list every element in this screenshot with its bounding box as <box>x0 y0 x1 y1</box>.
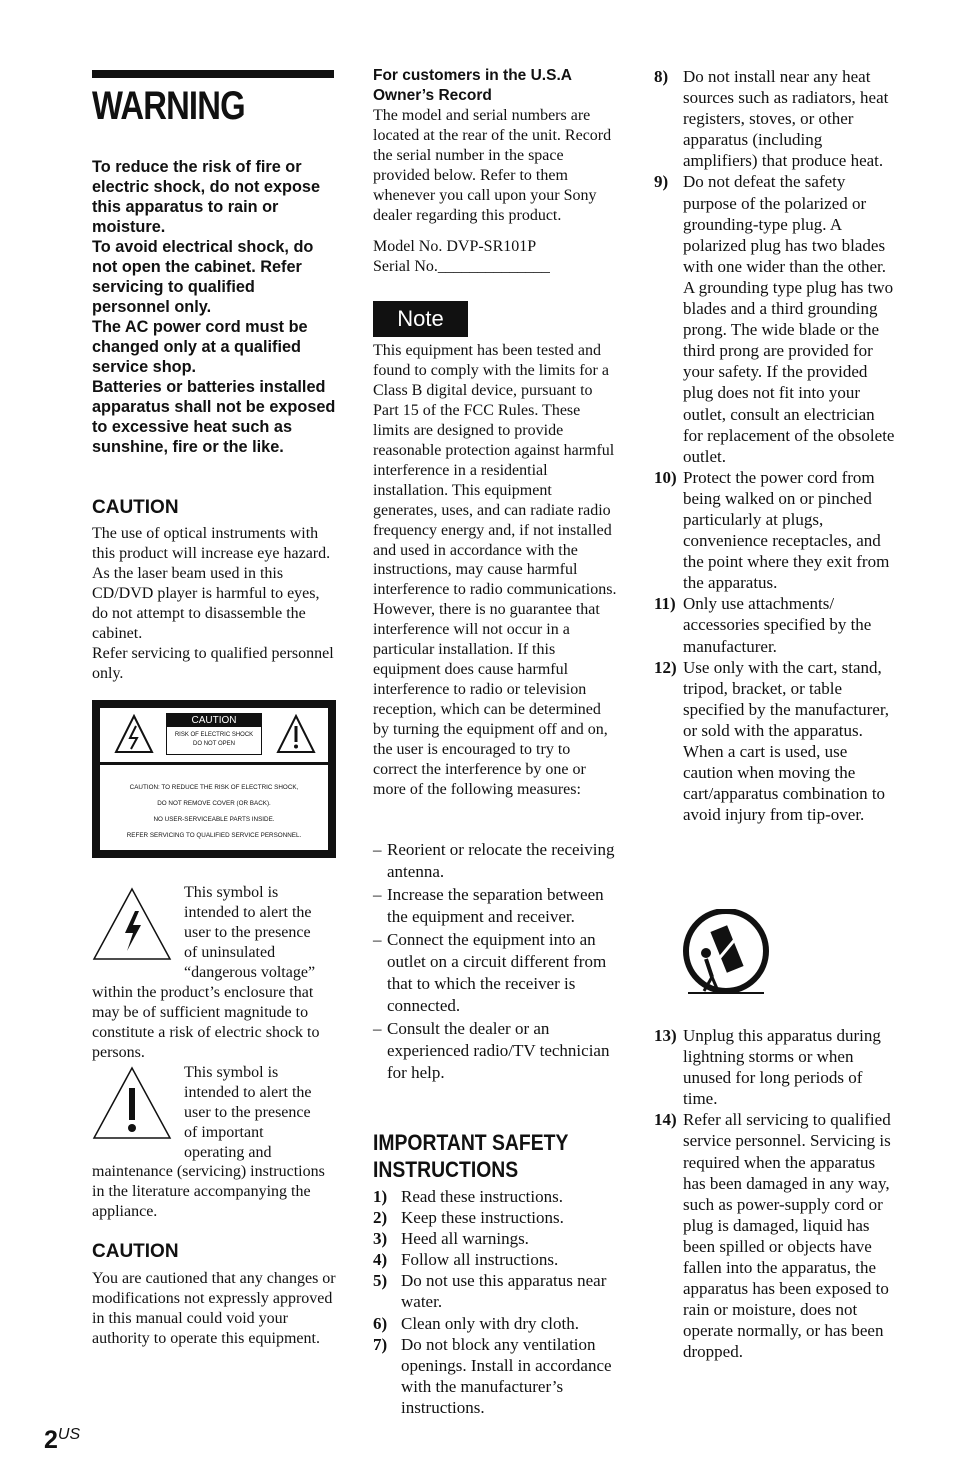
list-item-text: Reorient or relocate the receiving antenna. <box>387 840 615 881</box>
text-line: This symbol is <box>184 1064 279 1081</box>
page-suffix: US <box>57 1426 81 1443</box>
list-item: – Increase the separation between the equipment and receiver. <box>373 885 604 926</box>
caution-text: You are cautioned that any changes or modifications not expressly approved in this manual could void your authority to operate this equipment. <box>92 1270 336 1347</box>
warning-block <box>92 157 336 457</box>
list-item-text: Do not install near any heat sources such as radiators, heat registers, stoves, or other apparatus (including amplifiers) that produce heat. <box>683 67 889 171</box>
customers-heading <box>373 66 633 106</box>
list-item-text: Consult the dealer or an experienced radio/TV technician for help. <box>387 1019 610 1082</box>
list-item-text: Heed all warnings. <box>401 1229 529 1249</box>
list-item-text: Connect the equipment into an outlet on a circuit different from that to which the receiver is connected. <box>387 930 607 1015</box>
text-line: of important <box>184 1124 264 1141</box>
caution-text <box>92 524 336 684</box>
exclamation-triangle-icon <box>92 1066 172 1140</box>
list-item: – Consult the dealer or an experienced radio/TV technician for help. <box>373 1019 610 1082</box>
item-number: 1) <box>373 1187 388 1206</box>
list-item <box>654 1025 898 1109</box>
lightning-triangle-icon <box>114 714 154 754</box>
text-line: operating and <box>184 1144 272 1161</box>
label-text-line: CAUTION: TO REDUCE THE RISK OF ELECTRIC SHOCK, <box>129 784 299 791</box>
text-line: “dangerous voltage” <box>184 964 316 981</box>
caution-label-image <box>92 700 336 858</box>
list-item-text: Unplug this apparatus during lightning storms or when unused for long periods of time. <box>683 1026 881 1109</box>
warning-paragraph: The AC power cord must be changed only at a qualified service shop. <box>92 318 308 376</box>
label-sub-line: DO NOT OPEN <box>193 741 235 747</box>
list-item <box>373 1270 617 1312</box>
list-item <box>654 1109 898 1362</box>
page-title: WARNING <box>92 84 245 128</box>
list-item <box>373 1313 617 1334</box>
instructions-list <box>373 1186 617 1418</box>
list-item-text: Follow all instructions. <box>401 1250 559 1270</box>
item-number: 8) <box>654 67 669 86</box>
caution-paragraph: Refer servicing to qualified personnel only. <box>92 645 334 682</box>
text-line: intended to alert the <box>184 904 312 921</box>
list-item-text: Only use attachments/ accessories specified by the manufacturer. <box>683 594 872 656</box>
text-line: user to the presence <box>184 1104 311 1121</box>
model-serial <box>373 237 617 277</box>
label-heading: CAUTION <box>167 714 261 727</box>
title-rule <box>92 70 334 78</box>
model-number: Model No. DVP-SR101P <box>373 238 537 255</box>
list-item <box>654 171 898 466</box>
item-number: 11) <box>654 594 676 614</box>
item-number: 9) <box>654 172 669 192</box>
symbol2-text <box>184 1063 344 1163</box>
label-text-line: NO USER-SERVICEABLE PARTS INSIDE. <box>153 816 275 823</box>
heading-line: For customers in the U.S.A <box>373 67 572 84</box>
heading-line: Owner’s Record <box>373 87 492 104</box>
list-item <box>373 1186 617 1207</box>
list-item-text: Read these instructions. <box>401 1187 563 1206</box>
text-line: intended to alert the <box>184 1084 312 1101</box>
cart-tipover-icon <box>682 909 772 997</box>
serial-number: Serial No.______________ <box>373 258 550 275</box>
symbol1-text <box>184 883 344 983</box>
label-text-line: DO NOT REMOVE COVER (OR BACK). <box>157 800 271 807</box>
list-item: – Connect the equipment into an outlet on a circuit different from that to which the receiver is connected. <box>373 930 607 1015</box>
list-item <box>373 1249 617 1270</box>
label-sub <box>167 727 261 749</box>
list-item-text: Do not defeat the safety purpose of the polarized or grounding-type plug. A polarized plug has two blades with one wider than the other. A grounding type plug has two blades and a third grounding prong. The wide blade or the third prong are provided for your safety. If the provided plug does not fit into your outlet, consult an electrician for replacement of the obsolete outlet. <box>683 172 895 466</box>
list-item-text: Use only with the cart, stand, tripod, bracket, or table specified by the manufacturer, or sold with the apparatus. When a cart is used, use caution when moving the cart/apparatus combination to avoid injury from tip-over. <box>683 657 890 825</box>
item-number: 6) <box>373 1313 388 1333</box>
exclamation-triangle-icon <box>276 714 316 754</box>
customers-text: The model and serial numbers are located at the rear of the unit. Record the serial number in the space provided below. Refer to them whenever you call upon your Sony dealer regarding this product. <box>373 107 612 224</box>
item-number: 4) <box>373 1250 388 1270</box>
list-item <box>654 657 898 826</box>
text-line: of uninsulated <box>184 944 276 961</box>
symbol2-text-rest: maintenance (servicing) instructions in the literature accompanying the appliance. <box>92 1163 325 1220</box>
label-text-line: REFER SERVICING TO QUALIFIED SERVICE PERSONNEL. <box>126 832 302 839</box>
label-text <box>100 780 328 844</box>
list-item <box>654 593 898 656</box>
item-number: 5) <box>373 1271 388 1291</box>
note-label: Note <box>373 301 468 337</box>
safety-heading: IMPORTANT SAFETY INSTRUCTIONS <box>373 1130 569 1182</box>
text-line: user to the presence <box>184 924 311 941</box>
list-item-text: Keep these instructions. <box>401 1208 564 1228</box>
text-line: This symbol is <box>184 884 279 901</box>
warning-paragraph: Batteries or batteries installed apparatus shall not be exposed to excessive heat such as sunshine, fire or the like. <box>92 378 336 456</box>
symbol1-text-rest: within the product’s enclosure that may be of sufficient magnitude to constitute a risk of electric shock to persons. <box>92 984 320 1061</box>
list-item-text: Do not block any ventilation openings. Install in accordance with the manufacturer’s instructions. <box>401 1334 612 1417</box>
instructions-list <box>654 66 898 825</box>
item-number: 3) <box>373 1229 388 1249</box>
item-number: 10) <box>654 467 677 487</box>
list-item <box>373 1207 617 1228</box>
list-item <box>373 1334 617 1418</box>
list-item <box>373 1228 617 1249</box>
list-item <box>654 66 898 171</box>
list-item <box>654 467 898 594</box>
page-number-value: 2 <box>44 1426 58 1454</box>
dangerous-voltage-icon <box>92 887 172 961</box>
label-sub-line: RISK OF ELECTRIC SHOCK <box>174 732 254 738</box>
instructions-list <box>654 1025 898 1363</box>
warning-paragraph: To avoid electrical shock, do not open the cabinet. Refer servicing to qualified personnel only. <box>92 238 314 316</box>
measures-list <box>373 839 617 1085</box>
list-item-text: Refer all servicing to qualified service personnel. Servicing is required when the apparatus has been damaged in any way, such as power-supply cord or plug is damaged, liquid has been spilled or objects have fallen into the apparatus, the apparatus has been exposed to rain or moisture, does not operate normally, or has been dropped. <box>683 1110 891 1362</box>
page-number <box>44 1426 80 1455</box>
warning-paragraph: To reduce the risk of fire or electric shock, do not expose this apparatus to rain or moisture. <box>92 158 321 236</box>
item-number: 7) <box>373 1334 388 1354</box>
caution-paragraph: The use of optical instruments with this product will increase eye hazard. As the laser beam used in this CD/DVD player is harmful to eyes, do not attempt to disassemble the cabinet. <box>92 525 331 642</box>
item-number: 14) <box>654 1110 677 1130</box>
list-item: – Reorient or relocate the receiving antenna. <box>373 840 615 881</box>
item-number: 13) <box>654 1026 677 1045</box>
item-number: 2) <box>373 1208 388 1228</box>
note-text: This equipment has been tested and found to comply with the limits for a Class B digital device, pursuant to Part 15 of the FCC Rules. These limits are designed to provide reasonable protection against harmful interference in a residential installation. This equipment generates, uses, and can radiate radio frequency energy and, if not installed and used in accordance with the instructions, may cause harmful interference to radio communications. However, there is no guarantee that interference will not occur in a particular installation. If this equipment does cause harmful interference to radio or television reception, which can be determined by turning the equipment off and on, the user is encouraged to try to correct the interference by one or more of the following measures: <box>373 342 617 798</box>
list-item-text: Do not use this apparatus near water. <box>401 1271 607 1312</box>
caution-heading: CAUTION <box>92 1241 179 1262</box>
list-item-text: Increase the separation between the equipment and receiver. <box>387 885 604 926</box>
caution-heading: CAUTION <box>92 497 179 518</box>
item-number: 12) <box>654 657 677 677</box>
list-item-text: Protect the power cord from being walked on or pinched particularly at plugs, convenience receptacles, and the point where they exit from the apparatus. <box>683 467 890 593</box>
list-item-text: Clean only with dry cloth. <box>401 1313 580 1333</box>
label-caution-box <box>166 713 262 755</box>
